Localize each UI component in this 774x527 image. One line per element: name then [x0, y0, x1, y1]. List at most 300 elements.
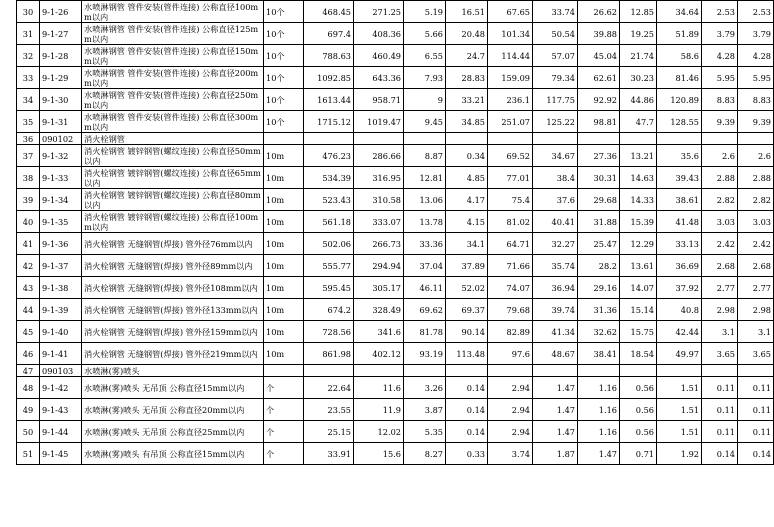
row-seq-cell: 42 [17, 255, 40, 277]
row-value-cell: 90.14 [446, 321, 488, 343]
row-value-cell: 1.51 [657, 377, 702, 399]
row-value-cell: 38.61 [657, 189, 702, 211]
row-seq-cell: 35 [17, 111, 40, 133]
row-value-cell: 555.77 [304, 255, 354, 277]
row-code-cell: 9-1-40 [40, 321, 82, 343]
row-value-cell: 9.39 [702, 111, 738, 133]
row-value-cell: 159.09 [488, 67, 533, 89]
row-value-cell: 81.02 [488, 211, 533, 233]
row-value-cell: 33.36 [404, 233, 446, 255]
table-row [17, 23, 774, 45]
row-value-cell: 128.55 [657, 111, 702, 133]
row-value-cell: 1715.12 [304, 111, 354, 133]
row-value-cell: 2.68 [738, 255, 774, 277]
row-value-cell: 34.67 [533, 145, 578, 167]
row-value-cell: 0.11 [702, 377, 738, 399]
row-value-cell: 36.69 [657, 255, 702, 277]
row-value-cell: 11.6 [354, 377, 404, 399]
row-value-cell: 30.31 [578, 167, 620, 189]
row-value-cell: 33.21 [446, 89, 488, 111]
row-description-cell: 水喷淋钢管 管件安装(管件连接) 公称直径125mm以内 [82, 23, 264, 45]
row-code-cell: 9-1-45 [40, 443, 82, 465]
row-value-cell: 34.64 [657, 1, 702, 23]
row-value-cell: 1613.44 [304, 89, 354, 111]
row-value-cell: 2.94 [488, 399, 533, 421]
row-code-cell: 9-1-42 [40, 377, 82, 399]
row-value-cell: 32.27 [533, 233, 578, 255]
row-value-cell: 12.02 [354, 421, 404, 443]
row-value-cell: 0.56 [620, 399, 657, 421]
row-value-cell: 0.14 [446, 399, 488, 421]
row-value-cell: 595.45 [304, 277, 354, 299]
row-value-cell: 3.1 [702, 321, 738, 343]
row-seq-cell: 45 [17, 321, 40, 343]
row-value-cell: 271.25 [354, 1, 404, 23]
row-value-cell [404, 365, 446, 377]
row-value-cell: 93.19 [404, 343, 446, 365]
row-value-cell: 69.37 [446, 299, 488, 321]
table-row [17, 321, 774, 343]
row-value-cell: 5.95 [738, 67, 774, 89]
row-value-cell: 38.41 [578, 343, 620, 365]
row-value-cell [702, 133, 738, 145]
row-value-cell: 57.07 [533, 45, 578, 67]
row-value-cell: 97.6 [488, 343, 533, 365]
row-unit-cell: 10个 [264, 67, 304, 89]
row-description-cell: 水喷淋(雾)喷头 [82, 365, 264, 377]
row-value-cell: 44.86 [620, 89, 657, 111]
row-value-cell: 120.89 [657, 89, 702, 111]
row-value-cell: 38.4 [533, 167, 578, 189]
row-unit-cell: 10m [264, 233, 304, 255]
table-row [17, 167, 774, 189]
row-value-cell: 13.78 [404, 211, 446, 233]
row-value-cell: 98.81 [578, 111, 620, 133]
row-code-cell: 9-1-32 [40, 145, 82, 167]
row-value-cell: 39.74 [533, 299, 578, 321]
row-value-cell: 92.92 [578, 89, 620, 111]
row-value-cell: 1.51 [657, 421, 702, 443]
row-value-cell: 1.16 [578, 399, 620, 421]
row-code-cell: 9-1-38 [40, 277, 82, 299]
row-code-cell: 9-1-35 [40, 211, 82, 233]
row-value-cell: 82.89 [488, 321, 533, 343]
row-value-cell: 0.11 [738, 421, 774, 443]
row-value-cell: 3.26 [404, 377, 446, 399]
row-code-cell: 9-1-41 [40, 343, 82, 365]
row-description-cell: 消火栓钢管 无缝钢管(焊接) 管外径219mm以内 [82, 343, 264, 365]
row-value-cell: 24.7 [446, 45, 488, 67]
row-value-cell: 643.36 [354, 67, 404, 89]
row-value-cell: 39.43 [657, 167, 702, 189]
row-description-cell: 水喷淋(雾)喷头 无吊顶 公称直径25mm以内 [82, 421, 264, 443]
row-value-cell: 468.45 [304, 1, 354, 23]
row-unit-cell: 10m [264, 145, 304, 167]
row-value-cell: 69.62 [404, 299, 446, 321]
row-value-cell: 0.11 [702, 399, 738, 421]
row-seq-cell: 31 [17, 23, 40, 45]
row-value-cell: 69.52 [488, 145, 533, 167]
row-value-cell: 26.62 [578, 1, 620, 23]
row-value-cell: 3.03 [702, 211, 738, 233]
row-value-cell: 33.74 [533, 1, 578, 23]
row-value-cell: 2.88 [738, 167, 774, 189]
row-value-cell: 15.6 [354, 443, 404, 465]
row-code-cell: 9-1-31 [40, 111, 82, 133]
row-value-cell: 1.47 [533, 421, 578, 443]
row-value-cell: 51.89 [657, 23, 702, 45]
row-value-cell: 48.67 [533, 343, 578, 365]
row-unit-cell: 10个 [264, 1, 304, 23]
row-value-cell: 23.55 [304, 399, 354, 421]
row-value-cell: 2.82 [738, 189, 774, 211]
row-value-cell: 305.17 [354, 277, 404, 299]
row-value-cell: 0.11 [738, 377, 774, 399]
row-value-cell: 64.71 [488, 233, 533, 255]
row-value-cell: 71.66 [488, 255, 533, 277]
row-code-cell: 9-1-28 [40, 45, 82, 67]
row-value-cell: 42.44 [657, 321, 702, 343]
table-row [17, 1, 774, 23]
row-unit-cell: 10个 [264, 23, 304, 45]
row-value-cell: 49.97 [657, 343, 702, 365]
row-value-cell [657, 365, 702, 377]
row-value-cell: 125.22 [533, 111, 578, 133]
row-value-cell [488, 365, 533, 377]
table-row [17, 365, 774, 377]
row-value-cell: 37.92 [657, 277, 702, 299]
row-value-cell: 861.98 [304, 343, 354, 365]
row-seq-cell: 47 [17, 365, 40, 377]
row-description-cell: 消火栓钢管 无缝钢管(焊接) 管外径108mm以内 [82, 277, 264, 299]
row-value-cell: 79.34 [533, 67, 578, 89]
row-value-cell: 4.28 [702, 45, 738, 67]
row-value-cell: 47.7 [620, 111, 657, 133]
row-seq-cell: 37 [17, 145, 40, 167]
row-code-cell: 9-1-30 [40, 89, 82, 111]
row-value-cell: 251.07 [488, 111, 533, 133]
row-description-cell: 水喷淋钢管 管件安装(管件连接) 公称直径150mm以内 [82, 45, 264, 67]
row-description-cell: 消火栓钢管 无缝钢管(焊接) 管外径159mm以内 [82, 321, 264, 343]
row-value-cell: 294.94 [354, 255, 404, 277]
row-value-cell: 316.95 [354, 167, 404, 189]
row-description-cell: 水喷淋(雾)喷头 无吊顶 公称直径20mm以内 [82, 399, 264, 421]
row-seq-cell: 43 [17, 277, 40, 299]
row-value-cell: 1.47 [533, 377, 578, 399]
row-value-cell: 3.65 [702, 343, 738, 365]
row-value-cell: 5.66 [404, 23, 446, 45]
row-value-cell: 14.07 [620, 277, 657, 299]
row-value-cell: 67.65 [488, 1, 533, 23]
row-value-cell: 460.49 [354, 45, 404, 67]
table-row [17, 133, 774, 145]
table-row [17, 421, 774, 443]
row-value-cell: 674.2 [304, 299, 354, 321]
row-seq-cell: 51 [17, 443, 40, 465]
row-value-cell: 1.16 [578, 377, 620, 399]
row-value-cell: 39.88 [578, 23, 620, 45]
row-unit-cell [264, 133, 304, 145]
quota-price-table [16, 0, 774, 465]
row-value-cell: 62.61 [578, 67, 620, 89]
row-value-cell: 33.13 [657, 233, 702, 255]
row-value-cell: 34.1 [446, 233, 488, 255]
table-body [17, 1, 774, 465]
row-value-cell: 0.14 [738, 443, 774, 465]
row-seq-cell: 50 [17, 421, 40, 443]
row-value-cell: 8.83 [738, 89, 774, 111]
row-value-cell [446, 133, 488, 145]
row-description-cell: 消火栓钢管 [82, 133, 264, 145]
row-value-cell: 7.93 [404, 67, 446, 89]
row-value-cell [304, 133, 354, 145]
row-code-cell: 090103 [40, 365, 82, 377]
row-value-cell: 15.39 [620, 211, 657, 233]
row-value-cell: 5.19 [404, 1, 446, 23]
row-value-cell: 45.04 [578, 45, 620, 67]
row-value-cell [404, 133, 446, 145]
row-value-cell: 117.75 [533, 89, 578, 111]
row-seq-cell: 39 [17, 189, 40, 211]
row-value-cell: 2.42 [738, 233, 774, 255]
row-value-cell: 266.73 [354, 233, 404, 255]
row-unit-cell [264, 365, 304, 377]
table-row [17, 299, 774, 321]
row-description-cell: 消火栓钢管 镀锌钢管(螺纹连接) 公称直径80mm以内 [82, 189, 264, 211]
row-value-cell: 9 [404, 89, 446, 111]
row-unit-cell: 10个 [264, 89, 304, 111]
row-value-cell: 19.25 [620, 23, 657, 45]
row-unit-cell: 10m [264, 167, 304, 189]
row-unit-cell: 10m [264, 321, 304, 343]
row-seq-cell: 46 [17, 343, 40, 365]
row-value-cell: 41.34 [533, 321, 578, 343]
row-value-cell [702, 365, 738, 377]
row-value-cell [533, 365, 578, 377]
row-description-cell: 消火栓钢管 无缝钢管(焊接) 管外径133mm以内 [82, 299, 264, 321]
row-code-cell: 9-1-27 [40, 23, 82, 45]
row-value-cell: 0.34 [446, 145, 488, 167]
row-value-cell: 18.54 [620, 343, 657, 365]
row-value-cell: 0.14 [446, 377, 488, 399]
row-value-cell: 2.98 [702, 299, 738, 321]
row-value-cell: 534.39 [304, 167, 354, 189]
row-value-cell: 79.68 [488, 299, 533, 321]
row-seq-cell: 48 [17, 377, 40, 399]
row-value-cell: 5.95 [702, 67, 738, 89]
row-value-cell: 310.58 [354, 189, 404, 211]
row-value-cell: 30.23 [620, 67, 657, 89]
table-row [17, 277, 774, 299]
row-code-cell: 9-1-44 [40, 421, 82, 443]
row-value-cell: 15.14 [620, 299, 657, 321]
row-code-cell: 090102 [40, 133, 82, 145]
row-value-cell: 81.46 [657, 67, 702, 89]
row-value-cell: 31.36 [578, 299, 620, 321]
row-value-cell: 0.11 [738, 399, 774, 421]
row-seq-cell: 34 [17, 89, 40, 111]
row-description-cell: 水喷淋钢管 管件安装(管件连接) 公称直径250mm以内 [82, 89, 264, 111]
row-unit-cell: 10m [264, 277, 304, 299]
row-value-cell: 14.33 [620, 189, 657, 211]
row-value-cell: 37.6 [533, 189, 578, 211]
row-value-cell: 35.6 [657, 145, 702, 167]
row-value-cell: 29.16 [578, 277, 620, 299]
row-value-cell: 2.77 [702, 277, 738, 299]
row-code-cell: 9-1-34 [40, 189, 82, 211]
row-value-cell: 12.29 [620, 233, 657, 255]
row-value-cell: 31.88 [578, 211, 620, 233]
row-value-cell: 6.55 [404, 45, 446, 67]
row-unit-cell: 个 [264, 443, 304, 465]
row-value-cell [578, 365, 620, 377]
row-unit-cell: 10个 [264, 111, 304, 133]
row-value-cell: 2.94 [488, 377, 533, 399]
row-description-cell: 消火栓钢管 无缝钢管(焊接) 管外径76mm以内 [82, 233, 264, 255]
row-seq-cell: 33 [17, 67, 40, 89]
row-value-cell: 28.83 [446, 67, 488, 89]
row-value-cell: 25.15 [304, 421, 354, 443]
row-value-cell: 113.48 [446, 343, 488, 365]
row-value-cell: 408.36 [354, 23, 404, 45]
row-seq-cell: 38 [17, 167, 40, 189]
table-row [17, 111, 774, 133]
row-value-cell: 2.42 [702, 233, 738, 255]
row-value-cell: 14.63 [620, 167, 657, 189]
row-value-cell: 1.92 [657, 443, 702, 465]
row-code-cell: 9-1-43 [40, 399, 82, 421]
row-value-cell: 0.14 [446, 421, 488, 443]
row-unit-cell: 10m [264, 211, 304, 233]
row-description-cell: 消火栓钢管 镀锌钢管(螺纹连接) 公称直径65mm以内 [82, 167, 264, 189]
row-value-cell: 3.79 [738, 23, 774, 45]
row-value-cell [620, 365, 657, 377]
row-unit-cell: 10个 [264, 45, 304, 67]
row-value-cell: 2.6 [702, 145, 738, 167]
row-value-cell [578, 133, 620, 145]
row-value-cell: 0.33 [446, 443, 488, 465]
row-value-cell: 9.45 [404, 111, 446, 133]
row-value-cell: 561.18 [304, 211, 354, 233]
row-code-cell: 9-1-33 [40, 167, 82, 189]
row-value-cell [354, 133, 404, 145]
row-value-cell: 20.48 [446, 23, 488, 45]
row-seq-cell: 36 [17, 133, 40, 145]
row-value-cell: 33.91 [304, 443, 354, 465]
row-unit-cell: 个 [264, 399, 304, 421]
table-row [17, 399, 774, 421]
row-value-cell: 1092.85 [304, 67, 354, 89]
row-unit-cell: 10m [264, 189, 304, 211]
row-description-cell: 水喷淋钢管 管件安装(管件连接) 公称直径100mm以内 [82, 1, 264, 23]
row-value-cell: 58.6 [657, 45, 702, 67]
row-value-cell: 1.87 [533, 443, 578, 465]
row-value-cell: 286.66 [354, 145, 404, 167]
row-unit-cell: 个 [264, 421, 304, 443]
row-value-cell: 0.56 [620, 421, 657, 443]
row-value-cell: 22.64 [304, 377, 354, 399]
row-value-cell: 236.1 [488, 89, 533, 111]
row-value-cell: 341.6 [354, 321, 404, 343]
row-value-cell: 523.43 [304, 189, 354, 211]
row-value-cell [354, 365, 404, 377]
table-row [17, 145, 774, 167]
row-value-cell: 81.78 [404, 321, 446, 343]
row-value-cell: 3.03 [738, 211, 774, 233]
row-value-cell: 35.74 [533, 255, 578, 277]
row-value-cell: 8.83 [702, 89, 738, 111]
row-value-cell: 2.98 [738, 299, 774, 321]
table-row [17, 45, 774, 67]
row-value-cell: 101.34 [488, 23, 533, 45]
row-value-cell [620, 133, 657, 145]
row-value-cell: 3.74 [488, 443, 533, 465]
row-value-cell: 1.47 [578, 443, 620, 465]
row-value-cell: 52.02 [446, 277, 488, 299]
row-value-cell [657, 133, 702, 145]
row-value-cell: 8.27 [404, 443, 446, 465]
row-value-cell: 2.53 [702, 1, 738, 23]
row-value-cell: 2.6 [738, 145, 774, 167]
row-value-cell: 3.65 [738, 343, 774, 365]
row-value-cell: 32.62 [578, 321, 620, 343]
row-seq-cell: 40 [17, 211, 40, 233]
row-value-cell: 13.21 [620, 145, 657, 167]
table-row [17, 89, 774, 111]
row-value-cell [738, 133, 774, 145]
row-value-cell: 0.14 [702, 443, 738, 465]
row-description-cell: 消火栓钢管 镀锌钢管(螺纹连接) 公称直径100mm以内 [82, 211, 264, 233]
row-unit-cell: 10m [264, 343, 304, 365]
row-value-cell: 2.88 [702, 167, 738, 189]
table-row [17, 233, 774, 255]
row-value-cell: 788.63 [304, 45, 354, 67]
row-seq-cell: 41 [17, 233, 40, 255]
table-row [17, 189, 774, 211]
row-code-cell: 9-1-37 [40, 255, 82, 277]
row-value-cell: 4.28 [738, 45, 774, 67]
row-value-cell: 28.2 [578, 255, 620, 277]
row-description-cell: 消火栓钢管 无缝钢管(焊接) 管外径89mm以内 [82, 255, 264, 277]
row-value-cell: 40.41 [533, 211, 578, 233]
row-value-cell: 0.56 [620, 377, 657, 399]
row-value-cell: 37.89 [446, 255, 488, 277]
row-value-cell: 13.06 [404, 189, 446, 211]
row-value-cell: 114.44 [488, 45, 533, 67]
row-value-cell: 29.68 [578, 189, 620, 211]
table-row [17, 377, 774, 399]
row-seq-cell: 32 [17, 45, 40, 67]
row-value-cell: 697.4 [304, 23, 354, 45]
row-value-cell: 3.87 [404, 399, 446, 421]
row-value-cell: 2.77 [738, 277, 774, 299]
row-value-cell: 1019.47 [354, 111, 404, 133]
row-value-cell [738, 365, 774, 377]
row-value-cell: 3.1 [738, 321, 774, 343]
row-seq-cell: 44 [17, 299, 40, 321]
table-row [17, 255, 774, 277]
row-value-cell: 15.75 [620, 321, 657, 343]
row-value-cell: 50.54 [533, 23, 578, 45]
table-row [17, 211, 774, 233]
row-value-cell: 2.82 [702, 189, 738, 211]
row-description-cell: 水喷淋(雾)喷头 有吊顶 公称直径15mm以内 [82, 443, 264, 465]
row-value-cell: 77.01 [488, 167, 533, 189]
row-value-cell: 12.81 [404, 167, 446, 189]
row-value-cell: 1.51 [657, 399, 702, 421]
row-value-cell [488, 133, 533, 145]
row-value-cell: 5.35 [404, 421, 446, 443]
